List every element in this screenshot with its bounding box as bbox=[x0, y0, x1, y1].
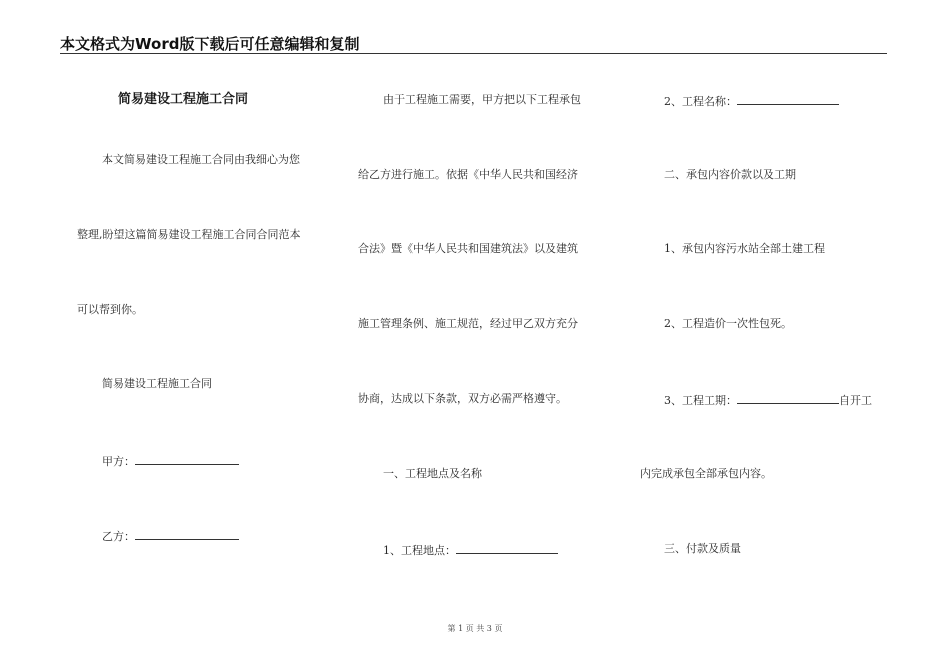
project-location-line bbox=[383, 542, 558, 558]
party-b-blank bbox=[135, 528, 239, 540]
body-line-3: 合法》暨《中华人民共和国建筑法》以及建筑 bbox=[358, 242, 578, 255]
project-name-blank bbox=[737, 93, 839, 105]
project-location-blank bbox=[456, 542, 558, 554]
price-item: 2、工程造价一次性包死。 bbox=[664, 317, 792, 330]
section-heading-2: 二、承包内容价款以及工期 bbox=[664, 168, 796, 181]
intro-line-2: 整理,盼望这篇简易建设工程施工合同合同范本 bbox=[77, 228, 301, 241]
section-heading-1: 一、工程地点及名称 bbox=[383, 467, 482, 480]
body-line-4: 施工管理条例、施工规范，经过甲乙双方充分 bbox=[358, 317, 578, 330]
period-blank bbox=[737, 392, 839, 404]
header-divider bbox=[60, 53, 887, 54]
period-suffix: 自开工 bbox=[839, 394, 872, 407]
scope-item: 1、承包内容污水站全部土建工程 bbox=[664, 242, 825, 255]
party-b-line bbox=[102, 528, 239, 544]
party-a-label: 甲方： bbox=[102, 455, 135, 468]
period-line bbox=[664, 392, 872, 408]
project-location-label: 1、工程地点： bbox=[383, 544, 456, 557]
section-heading-3: 三、付款及质量 bbox=[664, 542, 741, 555]
period-label: 3、工程工期： bbox=[664, 394, 737, 407]
body-line-2: 给乙方进行施工。依据《中华人民共和国经济 bbox=[358, 168, 578, 181]
party-a-line bbox=[102, 453, 239, 469]
period-continuation: 内完成承包全部承包内容。 bbox=[640, 467, 772, 480]
intro-line-1: 本文简易建设工程施工合同由我细心为您 bbox=[102, 153, 300, 166]
contract-title: 简易建设工程施工合同 bbox=[118, 92, 249, 107]
intro-line-3: 可以帮到你。 bbox=[77, 303, 143, 316]
contract-subtitle: 简易建设工程施工合同 bbox=[102, 377, 212, 390]
document-banner: 本文格式为Word版下载后可任意编辑和复制 bbox=[60, 35, 360, 53]
party-a-blank bbox=[135, 453, 239, 465]
party-b-label: 乙方： bbox=[102, 530, 135, 543]
project-name-label: 2、工程名称： bbox=[664, 95, 737, 108]
body-line-1: 由于工程施工需要，甲方把以下工程承包 bbox=[383, 93, 581, 106]
project-name-line bbox=[664, 93, 839, 109]
page-number: 第 1 页 共 3 页 bbox=[447, 624, 503, 633]
body-line-5: 协商，达成以下条款，双方必需严格遵守。 bbox=[358, 392, 567, 405]
